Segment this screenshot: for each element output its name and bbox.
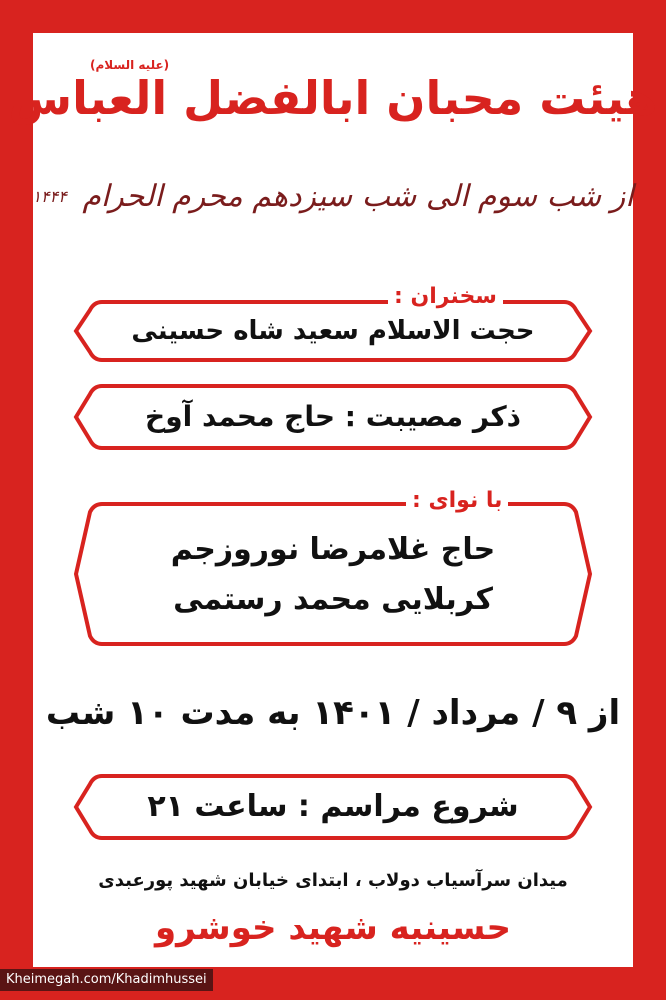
speaker-label: سخنران : [388, 284, 503, 310]
venue-address: میدان سرآسیاب دولاب ، ابتدای خیابان شهید پورعبدی [98, 870, 568, 891]
event-dates: از ۹ / مرداد / ۱۴۰۱ به مدت ۱۰ شب [45, 693, 621, 733]
eulogy-frame [72, 382, 594, 452]
reciter-1: حاج غلامرضا نوروزجم [170, 532, 496, 567]
speaker-frame [72, 298, 594, 364]
eulogy-text: ذکر مصیبت : حاج محمد آوخ [145, 400, 521, 433]
reciters-label: با نوای : [406, 488, 508, 514]
subtitle-year: ۱۴۴۴ [32, 187, 67, 206]
honorific: (علیه السلام) [90, 58, 170, 72]
start-time: شروع مراسم : ساعت ۲۱ [147, 789, 519, 824]
venue-name: حسینیه شهید خوشرو [155, 908, 511, 948]
subtitle-text: از شب سوم الی شب سیزدهم محرم الحرام [82, 179, 634, 214]
poster-subtitle [0, 175, 666, 219]
poster-title: هیئت محبان ابالفضل العباس [8, 71, 658, 125]
start-frame [72, 772, 594, 842]
reciters-frame [72, 500, 594, 648]
reciter-2: کربلایی محمد رستمی [173, 582, 493, 617]
speaker-name: حجت الاسلام سعید شاه حسینی [131, 316, 535, 346]
watermark: Kheimegah.com/Khadimhussei [0, 969, 213, 991]
